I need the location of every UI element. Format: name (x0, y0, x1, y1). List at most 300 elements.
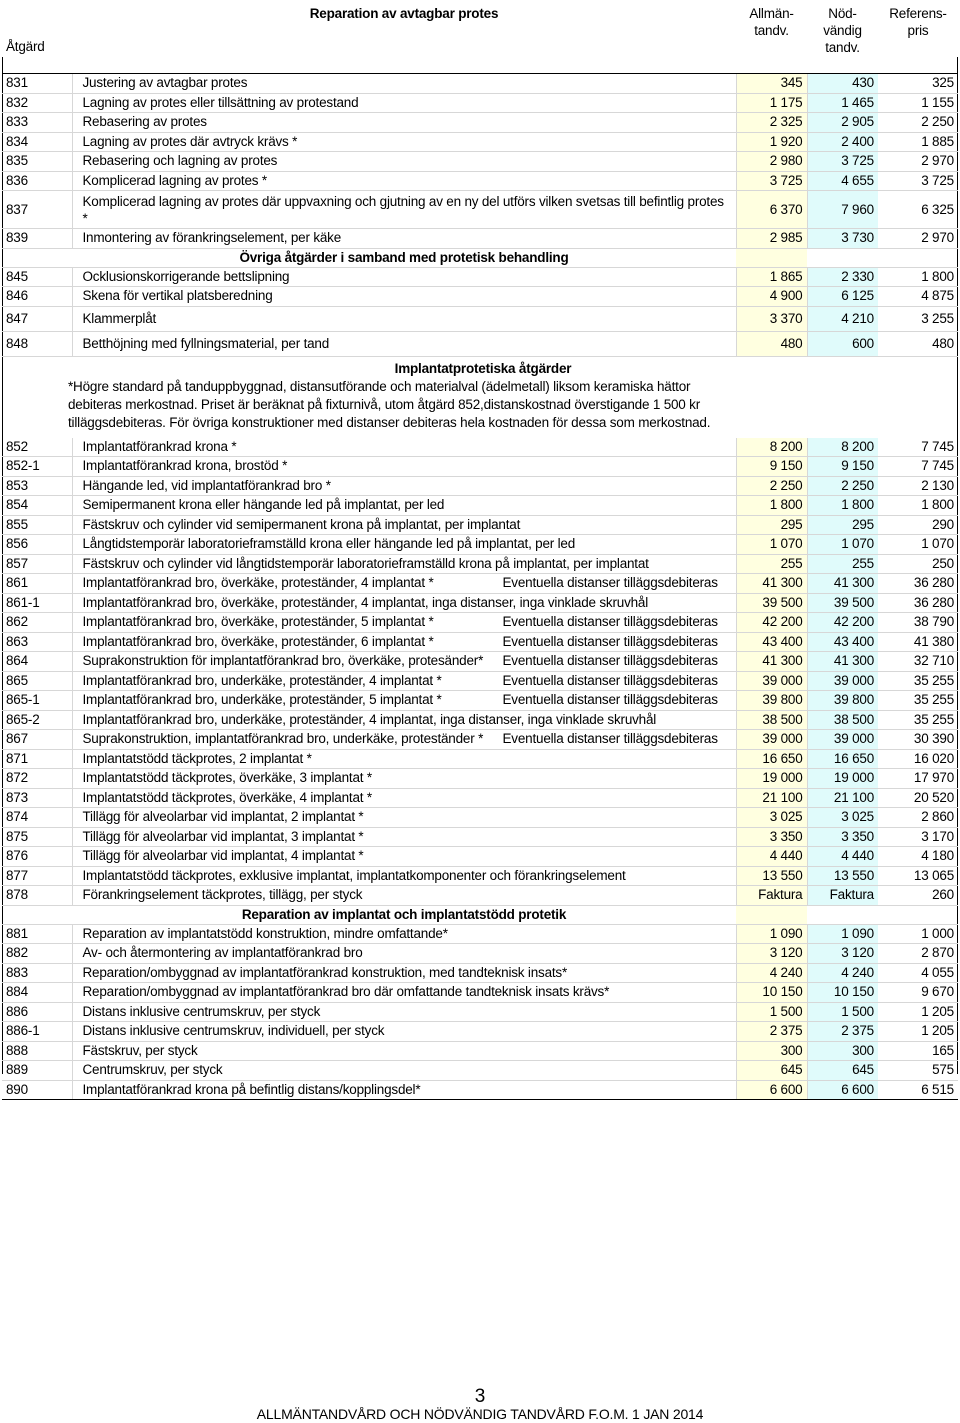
price-allmantandvard: 6 370 (736, 191, 807, 229)
price-nodvandig: 2 250 (807, 476, 878, 496)
price-allmantandvard: 3 120 (736, 944, 807, 964)
price-referenspris: 250 (878, 554, 958, 574)
price-referenspris: 260 (878, 886, 958, 906)
price-referenspris: 1 800 (878, 267, 958, 287)
price-nodvandig: 39 000 (807, 671, 878, 691)
table-row (2, 331, 958, 356)
price-allmantandvard: 1 800 (736, 496, 807, 516)
price-nodvandig: 16 650 (807, 749, 878, 769)
price-allmantandvard: 6 600 (736, 1080, 807, 1100)
price-nodvandig: 8 200 (807, 438, 878, 457)
price-referenspris: 36 280 (878, 574, 958, 594)
table-row (2, 808, 958, 828)
price-nodvandig: 7 960 (807, 191, 878, 229)
row-code: 837 (2, 191, 72, 229)
row-description: Distans inklusive centrumskruv, per styck (72, 1002, 736, 1022)
table-row (2, 152, 958, 172)
price-allmantandvard: 9 150 (736, 457, 807, 477)
price-allmantandvard: 1 070 (736, 535, 807, 555)
price-allmantandvard: 4 440 (736, 847, 807, 867)
price-allmantandvard: 295 (736, 515, 807, 535)
row-code: 884 (2, 983, 72, 1003)
row-description: Distans inklusive centrumskruv, individuell, per styck (72, 1022, 736, 1042)
footer-text: ALLMÄNTANDVÅRD OCH NÖDVÄNDIG TANDVÅRD F.O.M. 1 JAN 2014 (256, 1406, 704, 1422)
price-referenspris: 2 250 (878, 113, 958, 133)
row-code: 878 (2, 886, 72, 906)
row-code: 882 (2, 944, 72, 964)
row-code: 834 (2, 132, 72, 152)
row-description: Implantatförankrad krona, brostöd * (72, 457, 736, 477)
row-description-text: Suprakonstruktion, implantatförankrad bro, underkäke, proteständer * (82, 731, 484, 747)
price-nodvandig: 2 375 (807, 1022, 878, 1042)
row-code: 847 (2, 306, 72, 331)
row-code: 832 (2, 93, 72, 113)
price-allmantandvard: 1 500 (736, 1002, 807, 1022)
price-nodvandig: 3 725 (807, 152, 878, 172)
row-description: Rebasering och lagning av protes (72, 152, 736, 172)
row-description: Implantatförankrad bro, överkäke, proteständer, 4 implantat, inga distanser, inga vinklade skruvhål (72, 593, 736, 613)
row-code: 836 (2, 171, 72, 191)
table-row (2, 593, 958, 613)
price-allmantandvard: 2 250 (736, 476, 807, 496)
row-code: 861-1 (2, 593, 72, 613)
price-referenspris: 35 255 (878, 691, 958, 711)
price-allmantandvard: 2 980 (736, 152, 807, 172)
row-description: Fästskruv, per styck (72, 1041, 736, 1061)
row-description: Tillägg för alveolarbar vid implantat, 3 implantat * (72, 827, 736, 847)
row-description-text: Implantatförankrad bro, överkäke, proteständer, 4 implantat * (82, 575, 434, 591)
row-description: Betthöjning med fyllningsmaterial, per tand (72, 331, 736, 356)
row-description: Reparation/ombyggnad av implantatförankrad bro där omfattande tandteknisk insats krävs* (72, 983, 736, 1003)
table-row (2, 574, 958, 594)
row-code: 852-1 (2, 457, 72, 477)
row-code: 853 (2, 476, 72, 496)
price-nodvandig: 38 500 (807, 710, 878, 730)
table-row (2, 886, 958, 906)
price-allmantandvard: 1 920 (736, 132, 807, 152)
row-code: 883 (2, 963, 72, 983)
price-referenspris: 20 520 (878, 788, 958, 808)
price-allmantandvard: 8 200 (736, 438, 807, 457)
row-code: 871 (2, 749, 72, 769)
row-code: 886-1 (2, 1022, 72, 1042)
row-code: 854 (2, 496, 72, 516)
price-nodvandig: 41 300 (807, 574, 878, 594)
row-code: 875 (2, 827, 72, 847)
section-cell-ref (878, 248, 958, 267)
price-referenspris: 575 (878, 1061, 958, 1081)
price-referenspris: 1 800 (878, 496, 958, 516)
price-referenspris: 2 970 (878, 229, 958, 249)
table-row (2, 1002, 958, 1022)
price-referenspris: 16 020 (878, 749, 958, 769)
price-nodvandig: 39 000 (807, 730, 878, 750)
table-row (2, 924, 958, 944)
section-row (2, 905, 958, 924)
row-code: 848 (2, 331, 72, 356)
price-referenspris: 4 875 (878, 287, 958, 307)
price-allmantandvard: 39 500 (736, 593, 807, 613)
section-cell-nodv (807, 905, 878, 924)
price-allmantandvard: 345 (736, 74, 807, 94)
price-nodvandig: 3 025 (807, 808, 878, 828)
table-row (2, 983, 958, 1003)
price-referenspris: 1 205 (878, 1002, 958, 1022)
row-code: 861 (2, 574, 72, 594)
row-description (72, 632, 736, 652)
price-referenspris: 6 325 (878, 191, 958, 229)
row-code: 852 (2, 438, 72, 457)
row-extra-note: Eventuella distanser tilläggsdebiteras (502, 672, 718, 688)
price-allmantandvard: 4 240 (736, 963, 807, 983)
table-row (2, 171, 958, 191)
price-referenspris: 1 070 (878, 535, 958, 555)
price-referenspris: 3 725 (878, 171, 958, 191)
price-referenspris: 3 255 (878, 306, 958, 331)
price-referenspris: 1 205 (878, 1022, 958, 1042)
price-referenspris: 38 790 (878, 613, 958, 633)
section-title-reparation: Reparation av implantat och implantatstödd protetik (72, 905, 736, 924)
price-referenspris: 17 970 (878, 769, 958, 789)
price-allmantandvard: 41 300 (736, 652, 807, 672)
row-description: Ocklusionskorrigerande bettslipning (72, 267, 736, 287)
price-nodvandig: 3 350 (807, 827, 878, 847)
section-cell-ref (878, 905, 958, 924)
price-nodvandig: 39 800 (807, 691, 878, 711)
row-description: Tillägg för alveolarbar vid implantat, 4 implantat * (72, 847, 736, 867)
price-referenspris: 325 (878, 74, 958, 94)
table-row (2, 613, 958, 633)
price-allmantandvard: 300 (736, 1041, 807, 1061)
table-row (2, 476, 958, 496)
price-nodvandig: 255 (807, 554, 878, 574)
row-extra-note: Eventuella distanser tilläggsdebiteras (502, 653, 718, 668)
table-row (2, 1080, 958, 1100)
row-code: 877 (2, 866, 72, 886)
table-row (2, 749, 958, 769)
row-code: 873 (2, 788, 72, 808)
row-code: 865-2 (2, 710, 72, 730)
row-description: Komplicerad lagning av protes * (72, 171, 736, 191)
section-spacer (2, 248, 72, 267)
price-referenspris: 1 885 (878, 132, 958, 152)
price-referenspris: 41 380 (878, 632, 958, 652)
price-nodvandig: 6 125 (807, 287, 878, 307)
price-nodvandig: 39 500 (807, 593, 878, 613)
row-description: Komplicerad lagning av protes där uppvaxning och gjutning av en ny del utförs vilken svetsas till befintlig protes * (72, 191, 736, 229)
row-description: Av- och återmontering av implantatförankrad bro (72, 944, 736, 964)
row-extra-note: Eventuella distanser tilläggsdebiteras (502, 731, 718, 746)
price-referenspris: 2 970 (878, 152, 958, 172)
price-nodvandig: 645 (807, 1061, 878, 1081)
table-row (2, 113, 958, 133)
price-allmantandvard: Faktura (736, 886, 807, 906)
price-nodvandig: 600 (807, 331, 878, 356)
price-referenspris: 480 (878, 331, 958, 356)
price-allmantandvard: 43 400 (736, 632, 807, 652)
row-description: Förankringselement täckprotes, tillägg, per styck (72, 886, 736, 906)
row-description: Implantatstödd täckprotes, exklusive implantat, implantatkomponenter och förankringselement (72, 866, 736, 886)
row-description: Inmontering av förankringselement, per käke (72, 229, 736, 249)
row-description-text: Suprakonstruktion för implantatförankrad bro, överkäke, protesänder* (82, 653, 484, 669)
section-cell-allman (736, 248, 807, 267)
row-description (72, 613, 736, 633)
price-nodvandig: 19 000 (807, 769, 878, 789)
price-referenspris: 35 255 (878, 710, 958, 730)
price-nodvandig: 21 100 (807, 788, 878, 808)
header-allman: Allmän- tandv. (736, 3, 807, 74)
price-referenspris: 7 745 (878, 438, 958, 457)
table-row (2, 535, 958, 555)
row-extra-note: Eventuella distanser tilläggsdebiteras (502, 575, 718, 590)
price-referenspris: 3 170 (878, 827, 958, 847)
price-referenspris: 4 055 (878, 963, 958, 983)
row-description: Långtidstemporär laboratorieframställd krona eller hängande led på implantat, per led (72, 535, 736, 555)
price-referenspris: 30 390 (878, 730, 958, 750)
table-row (2, 496, 958, 516)
row-code: 856 (2, 535, 72, 555)
price-referenspris: 32 710 (878, 652, 958, 672)
row-extra-note: Eventuella distanser tilläggsdebiteras (502, 692, 718, 707)
price-allmantandvard: 1 175 (736, 93, 807, 113)
table-row (2, 1022, 958, 1042)
price-allmantandvard: 2 985 (736, 229, 807, 249)
row-description-text: Implantatförankrad bro, underkäke, proteständer, 4 implantat * (82, 672, 442, 688)
header-nodvandig: Nöd- vändig tandv. (807, 3, 878, 74)
row-code: 890 (2, 1080, 72, 1100)
page-number: 3 (474, 1386, 486, 1407)
price-referenspris: 36 280 (878, 593, 958, 613)
price-referenspris: 165 (878, 1041, 958, 1061)
price-allmantandvard: 1 090 (736, 924, 807, 944)
row-description: Implantatstödd täckprotes, 2 implantat * (72, 749, 736, 769)
price-nodvandig: 9 150 (807, 457, 878, 477)
price-referenspris: 35 255 (878, 671, 958, 691)
row-description: Implantatstödd täckprotes, överkäke, 3 implantat * (72, 769, 736, 789)
table-row (2, 457, 958, 477)
row-description: Lagning av protes eller tillsättning av protestand (72, 93, 736, 113)
row-description: Implantatförankrad bro, underkäke, proteständer, 4 implantat, inga distanser, inga vinklade skruvhål (72, 710, 736, 730)
price-nodvandig: 1 090 (807, 924, 878, 944)
table-row (2, 132, 958, 152)
table-row (2, 229, 958, 249)
implant-header-row (2, 356, 958, 438)
row-code: 831 (2, 74, 72, 94)
price-nodvandig: 1 070 (807, 535, 878, 555)
table-row (2, 963, 958, 983)
price-nodvandig: 4 440 (807, 847, 878, 867)
price-referenspris: 290 (878, 515, 958, 535)
section-cell-nodv (807, 248, 878, 267)
price-nodvandig: 295 (807, 515, 878, 535)
implant-note: *Högre standard på tanduppbyggnad, distansutförande och materialval (ädelmetall) liksom keramiska hättor debiteras merkostnad. Priset är beräknat på fixturnivå, utom åtgärd 852,distanskostnad överstigande 1 500 kr tilläggsdebiteras. För övriga konstruktioner med distanser debiteras hela kostnaden för dessa som merkostnad. (68, 378, 711, 430)
table-row (2, 944, 958, 964)
price-table (2, 3, 958, 1100)
price-allmantandvard: 3 025 (736, 808, 807, 828)
table-row (2, 1041, 958, 1061)
row-code: 835 (2, 152, 72, 172)
table-row (2, 847, 958, 867)
row-extra-note: Eventuella distanser tilläggsdebiteras (502, 633, 718, 649)
price-allmantandvard: 38 500 (736, 710, 807, 730)
table-row (2, 691, 958, 711)
price-allmantandvard: 1 865 (736, 267, 807, 287)
row-description-text: Implantatförankrad bro, överkäke, proteständer, 5 implantat * (82, 614, 434, 630)
row-description: Rebasering av protes (72, 113, 736, 133)
table-row (2, 632, 958, 652)
price-referenspris: 13 065 (878, 866, 958, 886)
table-row (2, 652, 958, 672)
row-code: 846 (2, 287, 72, 307)
row-description: Justering av avtagbar protes (72, 74, 736, 94)
price-nodvandig: 2 400 (807, 132, 878, 152)
price-referenspris: 1 155 (878, 93, 958, 113)
table-header-row (2, 3, 958, 74)
price-referenspris: 7 745 (878, 457, 958, 477)
price-referenspris: 1 000 (878, 924, 958, 944)
price-allmantandvard: 480 (736, 331, 807, 356)
table-row (2, 769, 958, 789)
header-code: Åtgärd (2, 3, 72, 74)
price-allmantandvard: 2 325 (736, 113, 807, 133)
price-allmantandvard: 42 200 (736, 613, 807, 633)
row-description: Fästskruv och cylinder vid semipermanent krona på implantat, per implantat (72, 515, 736, 535)
price-nodvandig: 2 905 (807, 113, 878, 133)
table-row (2, 515, 958, 535)
row-code: 865 (2, 671, 72, 691)
price-allmantandvard: 39 000 (736, 730, 807, 750)
table-row (2, 287, 958, 307)
price-nodvandig: 3 120 (807, 944, 878, 964)
price-nodvandig: 3 730 (807, 229, 878, 249)
row-description (72, 691, 736, 711)
row-description: Centrumskruv, per styck (72, 1061, 736, 1081)
price-referenspris: 2 870 (878, 944, 958, 964)
price-nodvandig: 4 655 (807, 171, 878, 191)
table-row (2, 827, 958, 847)
section-cell-allman (736, 905, 807, 924)
section-row (2, 248, 958, 267)
price-allmantandvard: 39 800 (736, 691, 807, 711)
row-code: 867 (2, 730, 72, 750)
price-allmantandvard: 19 000 (736, 769, 807, 789)
price-nodvandig: 1 465 (807, 93, 878, 113)
price-referenspris: 9 670 (878, 983, 958, 1003)
price-nodvandig: 6 600 (807, 1080, 878, 1100)
price-allmantandvard: 3 350 (736, 827, 807, 847)
price-allmantandvard: 3 370 (736, 306, 807, 331)
price-referenspris: 4 180 (878, 847, 958, 867)
section-spacer (2, 905, 72, 924)
price-nodvandig: 10 150 (807, 983, 878, 1003)
price-nodvandig: 430 (807, 74, 878, 94)
row-description (72, 574, 736, 594)
row-description: Skena för vertikal platsberedning (72, 287, 736, 307)
price-allmantandvard: 645 (736, 1061, 807, 1081)
section-title-ovriga: Övriga åtgärder i samband med protetisk behandling (72, 248, 736, 267)
price-nodvandig: 43 400 (807, 632, 878, 652)
row-description: Lagning av protes där avtryck krävs * (72, 132, 736, 152)
row-description: Fästskruv och cylinder vid långtidstemporär laboratorieframställd krona på implantat, per implantat (72, 554, 736, 574)
row-code: 839 (2, 229, 72, 249)
price-allmantandvard: 10 150 (736, 983, 807, 1003)
row-description: Klammerplåt (72, 306, 736, 331)
price-nodvandig: Faktura (807, 886, 878, 906)
row-code: 833 (2, 113, 72, 133)
row-code: 886 (2, 1002, 72, 1022)
price-nodvandig: 1 500 (807, 1002, 878, 1022)
price-nodvandig: 4 240 (807, 963, 878, 983)
row-code: 872 (2, 769, 72, 789)
price-allmantandvard: 21 100 (736, 788, 807, 808)
table-row (2, 93, 958, 113)
row-description-text: Implantatförankrad bro, överkäke, proteständer, 6 implantat * (82, 633, 434, 649)
price-nodvandig: 4 210 (807, 306, 878, 331)
row-description (72, 652, 736, 672)
implant-header (2, 356, 958, 438)
row-description-text: Implantatförankrad bro, underkäke, proteständer, 5 implantat * (82, 692, 442, 708)
price-referenspris: 2 860 (878, 808, 958, 828)
price-allmantandvard: 16 650 (736, 749, 807, 769)
row-description: Implantatförankrad krona * (72, 438, 736, 457)
header-referenspris: Referens- pris (878, 3, 958, 74)
table-row (2, 710, 958, 730)
price-nodvandig: 2 330 (807, 267, 878, 287)
price-allmantandvard: 255 (736, 554, 807, 574)
row-description: Hängande led, vid implantatförankrad bro * (72, 476, 736, 496)
price-allmantandvard: 13 550 (736, 866, 807, 886)
price-referenspris: 6 515 (878, 1080, 958, 1100)
row-code: 864 (2, 652, 72, 672)
table-row (2, 1061, 958, 1081)
row-description (72, 671, 736, 691)
table-row (2, 267, 958, 287)
table-row (2, 730, 958, 750)
row-code: 845 (2, 267, 72, 287)
row-code: 889 (2, 1061, 72, 1081)
row-code: 881 (2, 924, 72, 944)
row-code: 876 (2, 847, 72, 867)
section-title-implantat: Implantatprotetiska åtgärder (394, 360, 572, 376)
price-nodvandig: 42 200 (807, 613, 878, 633)
table-row (2, 74, 958, 94)
table-row (2, 866, 958, 886)
row-description: Reparation/ombyggnad av implantatförankrad konstruktion, med tandteknisk insats* (72, 963, 736, 983)
row-code: 862 (2, 613, 72, 633)
price-nodvandig: 41 300 (807, 652, 878, 672)
row-description: Implantatförankrad krona på befintlig distans/kopplingsdel* (72, 1080, 736, 1100)
price-allmantandvard: 3 725 (736, 171, 807, 191)
row-code: 855 (2, 515, 72, 535)
price-nodvandig: 300 (807, 1041, 878, 1061)
row-code: 888 (2, 1041, 72, 1061)
row-code: 863 (2, 632, 72, 652)
table-row (2, 554, 958, 574)
price-nodvandig: 1 800 (807, 496, 878, 516)
row-description: Implantatstödd täckprotes, överkäke, 4 implantat * (72, 788, 736, 808)
row-code: 865-1 (2, 691, 72, 711)
price-referenspris: 2 130 (878, 476, 958, 496)
row-description: Tillägg för alveolarbar vid implantat, 2 implantat * (72, 808, 736, 828)
price-allmantandvard: 41 300 (736, 574, 807, 594)
row-extra-note: Eventuella distanser tilläggsdebiteras (502, 614, 718, 629)
price-allmantandvard: 2 375 (736, 1022, 807, 1042)
row-description (72, 730, 736, 750)
row-code: 857 (2, 554, 72, 574)
section-title-avtagbar: Reparation av avtagbar protes (72, 3, 736, 74)
price-allmantandvard: 39 000 (736, 671, 807, 691)
table-row (2, 671, 958, 691)
